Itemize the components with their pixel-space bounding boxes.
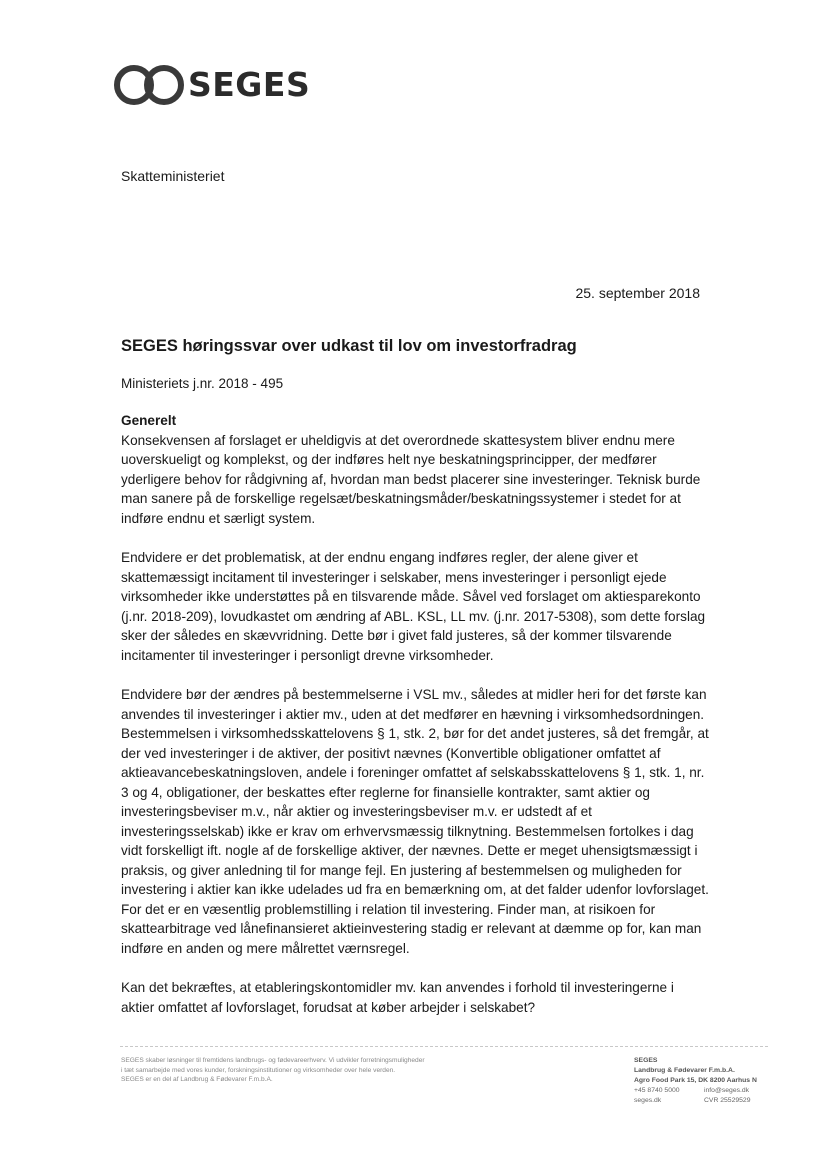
footer-web[interactable]: seges.dk [634,1097,662,1104]
paragraph: Endvidere er det problematisk, at der endnu engang indføres regler, der alene giver et skattemæssigt incitament til investeringer i selskaber, mens investeringer i personligt ejede virksomheder ikke understøttes på en tilsvarende måde. Såvel ved forslaget om aktiesparekonto (j.nr. 2018-209), lovudkastet om ændring af ABL. KSL, LL mv. (j.nr. 2017-5308), som dette forslag sker der således en skævvridning. Dette bør i givet fald justeres, så der kommer tilsvarende incitamenter til investeringer i personligt drevne virksomheder. [121,550,706,663]
footer-line: SEGES skaber løsninger til fremtidens landbrugs- og fødevareerhverv. Vi udvikler forretningsmuligheder [121,1057,425,1064]
footer-org-full: Landbrug & Fødevarer F.m.b.A. [634,1067,735,1074]
paragraph: Endvidere bør der ændres på bestemmelserne i VSL mv., således at midler heri for det første kan anvendes til investeringer i aktier mv., uden at det medfører en hævning i virksomhedsordningen. Bestemmelsen i virksomhedsskattelovens § 1, stk. 2, bør for det andet justeres, så det fremgår, at der ved investeringer i de aktiver, der positivt nævnes (Konvertible obligationer omfattet af aktieavancebeskatningsloven, andele i foreninger omfattet af selskabsskattelovens § 1, stk. 1, nr. 3 og 4, obligationer, der beskattes efter reglerne for finansielle kontrakter, samt aktier og investeringsbeviser m.v., når aktier og investeringsbeviser m.v. er udstedt af et investeringsselskab) ikke er krav om erhvervsmæssig tilknytning. Bestemmelsen fortolkes i dag vidt forskelligt ift. nogle af de forskellige aktiver, der nævnes. Dette er meget uhensigtsmæssigt i praksis, og giver anledning til for mange fejl. En justering af bestemmelsen og muligheden for investering i aktier kan ikke udelades ud fra en bemærkning om, at det falder udenfor lovforslaget. For det er en væsentlig problemstilling i relation til investering. Finder man, at risikoen for skattearbitrage ved lånefinansieret aktieinvestering stadig er relevant at dæmme op for, kan man indføre en anden og mere målrettet værnsregel. [121,687,709,956]
document-title: SEGES høringssvar over udkast til lov om investorfradrag [121,337,577,355]
seges-logo [114,63,311,107]
recipient: Skatteministeriet [121,168,225,184]
footer-contact [634,1056,784,1106]
reference-number: Ministeriets j.nr. 2018 - 495 [121,376,284,391]
footer-line: i tæt samarbejde med vores kunder, forskningsinstitutioner og virksomheder over hele verden. [121,1066,396,1074]
footer-divider [120,1046,768,1047]
logo-rings-icon [114,63,186,107]
section-heading: Generelt [121,413,177,428]
footer-email[interactable]: info@seges.dk [704,1087,750,1094]
footer-cvr: CVR 25529529 [704,1097,751,1104]
footer-description [121,1056,541,1085]
logo-brand: SEGES [188,65,311,104]
footer-org: SEGES [634,1057,658,1064]
footer-contact-row [634,1096,784,1106]
footer-contact-row [634,1086,784,1096]
paragraph: Konsekvensen af forslaget er uheldigvis at det overordnede skattesystem bliver endnu mere uoverskueligt og komplekst, og der indføres helt nye beskatningsprincipper, der medfører yderligere behov for rådgivning af, hvordan man bedst placerer sine investeringer. Teknisk burde man sanere på de forskellige regelsæt/beskatningsmåder/beskatningssystemer i stedet for at indføre endnu et særligt system. [121,432,701,526]
paragraph: Kan det bekræftes, at etableringskontomidler mv. kan anvendes i forhold til investeringerne i aktier omfattet af lovforslaget, forudsat at køber arbejder i selskabet? [121,980,674,1015]
footer-phone: +45 8740 5000 [634,1087,680,1094]
letter-date: 25. september 2018 [575,285,700,301]
footer-address: Agro Food Park 15, DK 8200 Aarhus N [634,1077,757,1084]
footer-line: SEGES er en del af Landbrug & Fødevarer F.m.b.A. [121,1076,273,1084]
letter-body [121,411,709,1037]
